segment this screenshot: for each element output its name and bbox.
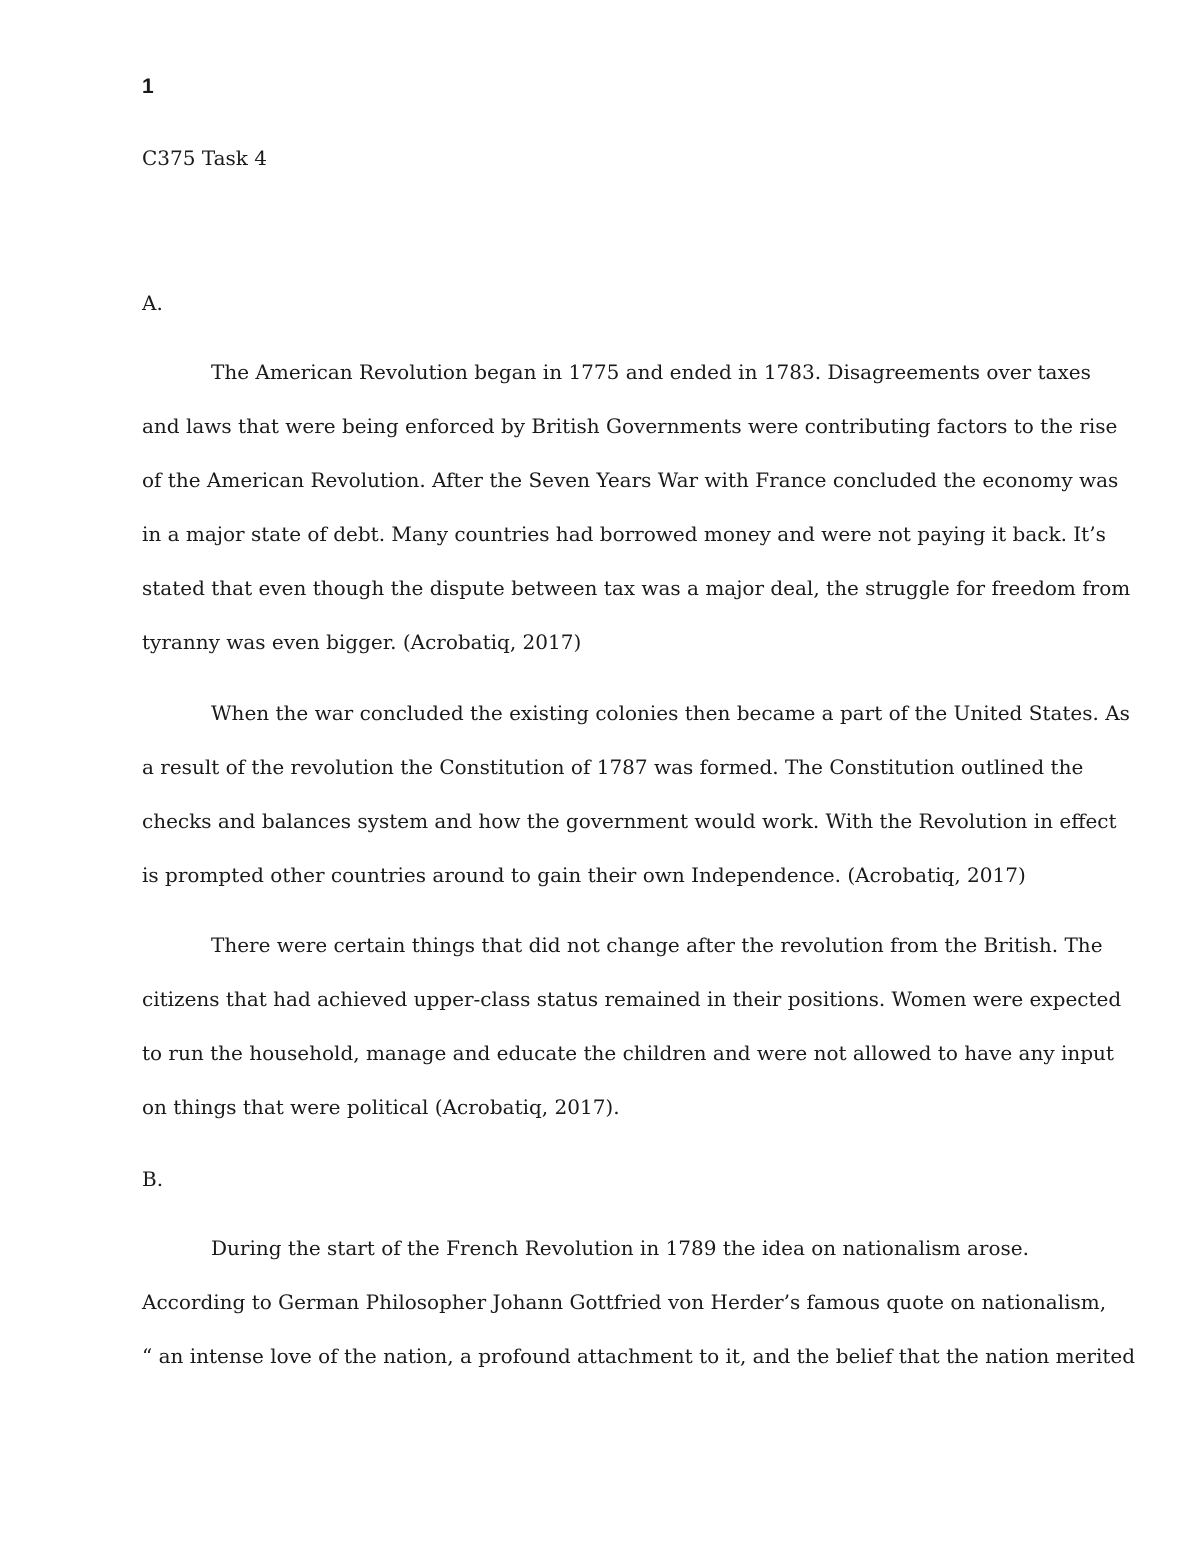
paragraph-b-1 xyxy=(142,1221,1136,1383)
paragraph-line: There were certain things that did not change after the revolution from the British. The xyxy=(211,933,1103,957)
paragraph-line: stated that even though the dispute between tax was a major deal, the struggle for freedom from xyxy=(142,576,1131,600)
section-heading-b: B. xyxy=(142,1167,164,1191)
page-number: 1 xyxy=(142,75,154,98)
paragraph-line: of the American Revolution. After the Seven Years War with France concluded the economy was xyxy=(142,468,1119,492)
paragraph-line: When the war concluded the existing colonies then became a part of the United States. As xyxy=(211,701,1130,725)
paragraph-line: tyranny was even bigger. (Acrobatiq, 2017) xyxy=(142,630,582,654)
paragraph-line: The American Revolution began in 1775 and ended in 1783. Disagreements over taxes xyxy=(211,360,1091,384)
paragraph-a-3 xyxy=(142,918,1122,1134)
section-heading-a: A. xyxy=(142,291,163,315)
paragraph-line: on things that were political (Acrobatiq, 2017). xyxy=(142,1095,620,1119)
paragraph-line: in a major state of debt. Many countries had borrowed money and were not paying it back. It’s xyxy=(142,522,1106,546)
paragraph-line: checks and balances system and how the government would work. With the Revolution in effect xyxy=(142,809,1117,833)
paragraph-line: a result of the revolution the Constitution of 1787 was formed. The Constitution outlined the xyxy=(142,755,1084,779)
paragraph-line: is prompted other countries around to gain their own Independence. (Acrobatiq, 2017) xyxy=(142,863,1026,887)
paragraph-line: citizens that had achieved upper-class status remained in their positions. Women were expected xyxy=(142,987,1122,1011)
paragraph-line: and laws that were being enforced by British Governments were contributing factors to the rise xyxy=(142,414,1118,438)
document-title: C375 Task 4 xyxy=(142,146,268,170)
paragraph-line: During the start of the French Revolution in 1789 the idea on nationalism arose. xyxy=(211,1236,1029,1260)
paragraph-line: According to German Philosopher Johann Gottfried von Herder’s famous quote on nationalism, xyxy=(142,1290,1107,1314)
paragraph-a-2 xyxy=(142,686,1130,902)
paragraph-line: “ an intense love of the nation, a profound attachment to it, and the belief that the nation merited xyxy=(142,1344,1136,1368)
paragraph-line: to run the household, manage and educate the children and were not allowed to have any input xyxy=(142,1041,1114,1065)
paragraph-a-1 xyxy=(142,345,1131,669)
